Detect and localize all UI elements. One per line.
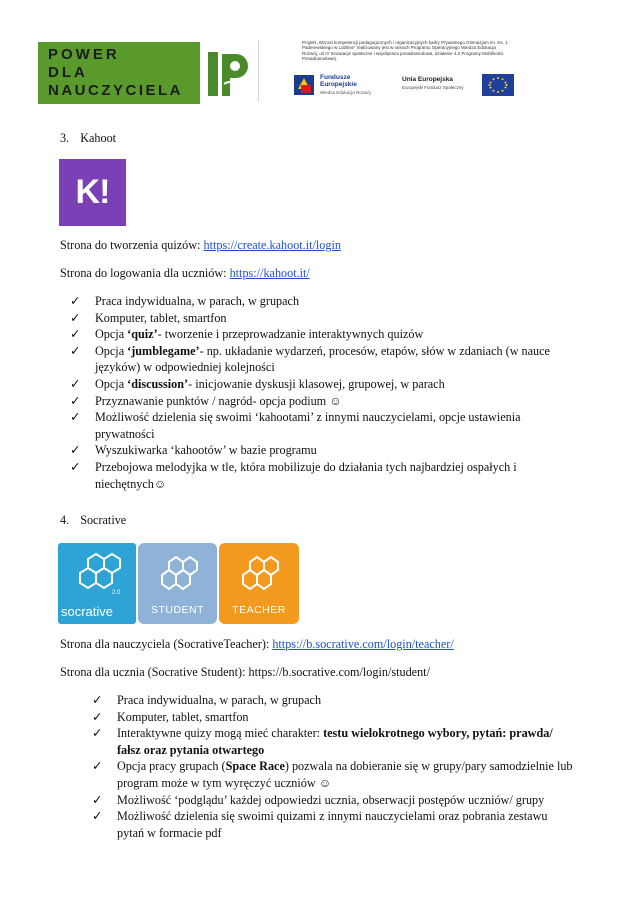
- kahoot-feature-item-text: Opcja: [95, 327, 128, 342]
- checkmark-icon: ✓: [92, 693, 103, 707]
- kahoot-feature-item: [70, 326, 610, 343]
- socrative-feature-item: [92, 725, 612, 758]
- socrative-teacher-label: Strona dla nauczyciela (SocrativeTeacher):: [60, 637, 270, 651]
- fundusze-title: Fundusze Europejskie: [320, 74, 357, 88]
- socrative-feature-item-text: Interaktywne quizy mogą mieć charakter:: [117, 726, 324, 741]
- socrative-feature-item-text: testu wielokrotnego wybory, pytań: prawda/: [323, 726, 553, 741]
- socrative-tile-version: 2.0: [112, 590, 121, 596]
- eu-title: Unia Europejska: [402, 76, 453, 83]
- kahoot-heading-text: Kahoot: [80, 131, 117, 145]
- student-tile-text: STUDENT: [150, 604, 205, 616]
- school-emblem-icon: [206, 48, 250, 100]
- kahoot-feature-item-text: Praca indywidualna, w parach, w grupach: [95, 294, 300, 308]
- kahoot-create-label: Strona do tworzenia quizów:: [60, 238, 201, 252]
- power-logo-line1: POWER: [48, 46, 120, 63]
- eu-flag-icon: [482, 74, 514, 96]
- kahoot-feature-item-text: ‘discussion’: [127, 376, 189, 391]
- kahoot-feature-item-text: niechętnych☺: [95, 476, 167, 491]
- kahoot-feature-item: [70, 376, 610, 393]
- socrative-feature-item-text: Możliwość ‘podglądu’ każdej odpowiedzi ucznia, obserwacji postępów uczniów/ grupy: [117, 792, 545, 807]
- kahoot-feature-item-text: ‘quiz’: [127, 327, 158, 342]
- school-emblem: [206, 48, 250, 100]
- fundusze-subtitle: Wiedza Edukacja Rozwój: [320, 90, 371, 95]
- power-logo-line2: DLA: [48, 64, 88, 81]
- checkmark-icon: ✓: [92, 709, 103, 724]
- kahoot-login-link[interactable]: https://kahoot.it/: [229, 266, 310, 280]
- hexagon-teacher-icon: [219, 543, 299, 603]
- socrative-heading: [60, 512, 126, 529]
- socrative-feature-item-text: Komputer, tablet, smartfon: [117, 709, 249, 724]
- kahoot-feature-item: [70, 293, 610, 310]
- socrative-teacher-line: [60, 636, 454, 653]
- teacher-tile-text: TEACHER: [232, 604, 286, 616]
- checkmark-icon: ✓: [70, 393, 81, 408]
- kahoot-feature-item: [70, 459, 610, 492]
- hexagon-student-icon: [138, 543, 217, 603]
- kahoot-feature-item-text: ‘jumblegame’: [127, 343, 200, 358]
- checkmark-icon: ✓: [92, 809, 103, 824]
- power-logo-line3: NAUCZYCIELA: [48, 82, 183, 99]
- socrative-student-line: Strona dla ucznia (Socrative Student): https://b.socrative.com/login/student/: [60, 665, 430, 679]
- socrative-feature-item-text: pytań w formacie pdf: [117, 825, 222, 840]
- socrative-feature-item-text: fałsz oraz pytania otwartego: [117, 742, 265, 757]
- socrative-feature-item-text: Praca indywidualna, w parach, w grupach: [117, 693, 322, 707]
- socrative-feature-item: [92, 758, 612, 791]
- kahoot-heading: [60, 130, 116, 147]
- socrative-tile-teacher: [219, 543, 299, 624]
- checkmark-icon: ✓: [70, 294, 81, 308]
- fundusze-star-icon: [292, 73, 318, 97]
- checkmark-icon: ✓: [70, 376, 81, 391]
- fundusze-logo: [292, 73, 382, 99]
- socrative-features-list: [92, 692, 612, 841]
- checkmark-icon: ✓: [92, 792, 103, 807]
- kahoot-feature-item-text: - np. układanie wydarzeń, procesów, etapów, słów w zdaniach (w nauce: [199, 343, 550, 358]
- checkmark-icon: ✓: [70, 327, 81, 342]
- kahoot-feature-item: [70, 393, 610, 410]
- socrative-tile-logo: [58, 543, 136, 624]
- socrative-feature-item-text: Space Race: [225, 759, 285, 774]
- kahoot-logo: [59, 159, 126, 226]
- kahoot-feature-item-text: Wyszukiwarka ‘kahootów’ w bazie programu: [95, 443, 317, 458]
- socrative-feature-item: [92, 709, 612, 726]
- kahoot-create-link[interactable]: https://create.kahoot.it/login: [203, 238, 341, 252]
- kahoot-logo-text: K!: [75, 173, 110, 211]
- checkmark-icon: ✓: [92, 759, 103, 774]
- socrative-feature-item: [92, 692, 612, 709]
- kahoot-features-list: [70, 293, 610, 492]
- kahoot-feature-item-text: języków) w odpowiedniej kolejności: [95, 360, 275, 375]
- socrative-feature-item: [92, 808, 612, 841]
- socrative-teacher-link[interactable]: https://b.socrative.com/login/teacher/: [272, 637, 454, 651]
- power-logo: [38, 42, 200, 104]
- kahoot-feature-item-text: Przebojowa melodyjka w tle, która mobilizuje do działania tych najbardziej ospałych i: [95, 459, 517, 474]
- kahoot-feature-item: [70, 310, 610, 327]
- socrative-feature-item-text: Możliwość dzielenia się swoimi quizami z innymi nauczycielami oraz pobrania zestawu: [117, 809, 548, 824]
- eu-logo: [398, 72, 516, 98]
- socrative-heading-text: Socrative: [80, 513, 127, 527]
- socrative-feature-item-text: ) pozwala na dobieranie się w grupy/pary samodzielnie lub: [284, 759, 573, 774]
- kahoot-feature-item-text: Opcja: [95, 376, 128, 391]
- checkmark-icon: ✓: [70, 459, 81, 474]
- kahoot-feature-item: [70, 442, 610, 459]
- kahoot-login-label: Strona do logowania dla uczniów:: [60, 266, 227, 280]
- checkmark-icon: ✓: [70, 310, 81, 325]
- checkmark-icon: ✓: [92, 726, 103, 741]
- socrative-feature-item: [92, 792, 612, 809]
- kahoot-feature-item-text: - tworzenie i przeprowadzanie interaktywnych quizów: [157, 327, 424, 342]
- kahoot-feature-item-text: prywatności: [95, 426, 155, 441]
- kahoot-feature-item: [70, 343, 610, 376]
- hexagon-molecule-icon: [58, 543, 136, 603]
- checkmark-icon: ✓: [70, 443, 81, 458]
- header-divider: [258, 40, 259, 102]
- socrative-feature-item-text: program może w tym wyręczyć uczniów ☺: [117, 775, 332, 790]
- kahoot-create-line: [60, 237, 341, 254]
- kahoot-feature-item-text: Komputer, tablet, smartfon: [95, 310, 227, 325]
- eu-subtitle: Europejski Fundusz Społeczny: [402, 85, 464, 90]
- kahoot-feature-item-text: - inicjowanie dyskusji klasowej, grupowej, w parach: [188, 376, 445, 391]
- socrative-tile-text: socrative: [61, 604, 114, 619]
- socrative-tile-student: [138, 543, 217, 624]
- kahoot-feature-item-text: Opcja: [95, 343, 128, 358]
- kahoot-login-line: [60, 265, 310, 282]
- kahoot-heading-number: 3.: [60, 131, 70, 145]
- kahoot-feature-item: [70, 409, 610, 442]
- socrative-feature-item-text: Opcja pracy grupach (: [117, 759, 226, 774]
- socrative-heading-number: 4.: [60, 513, 70, 527]
- checkmark-icon: ✓: [70, 410, 81, 425]
- kahoot-feature-item-text: Możliwość dzielenia się swoimi ‘kahootami’ z innymi nauczycielami, opcje ustawienia: [95, 410, 521, 425]
- kahoot-feature-item-text: Przyznawanie punktów / nagród- opcja podium ☺: [95, 393, 342, 408]
- project-description: Projekt „Wzrost kompetencji pedagogicznych i organizacyjnych kadry Prywatnego Gimnazjum im. Ks. J. Paderewskiego w Lublinie” realizowany jest w ramach Programu Operacyjnego Wiedza Edukacja Rozwój, oś IV Innowacje społeczne i współpraca ponadnarodowa, działanie 4.2 Programy Mobilności Ponadnarodowej.: [302, 40, 509, 62]
- checkmark-icon: ✓: [70, 343, 81, 358]
